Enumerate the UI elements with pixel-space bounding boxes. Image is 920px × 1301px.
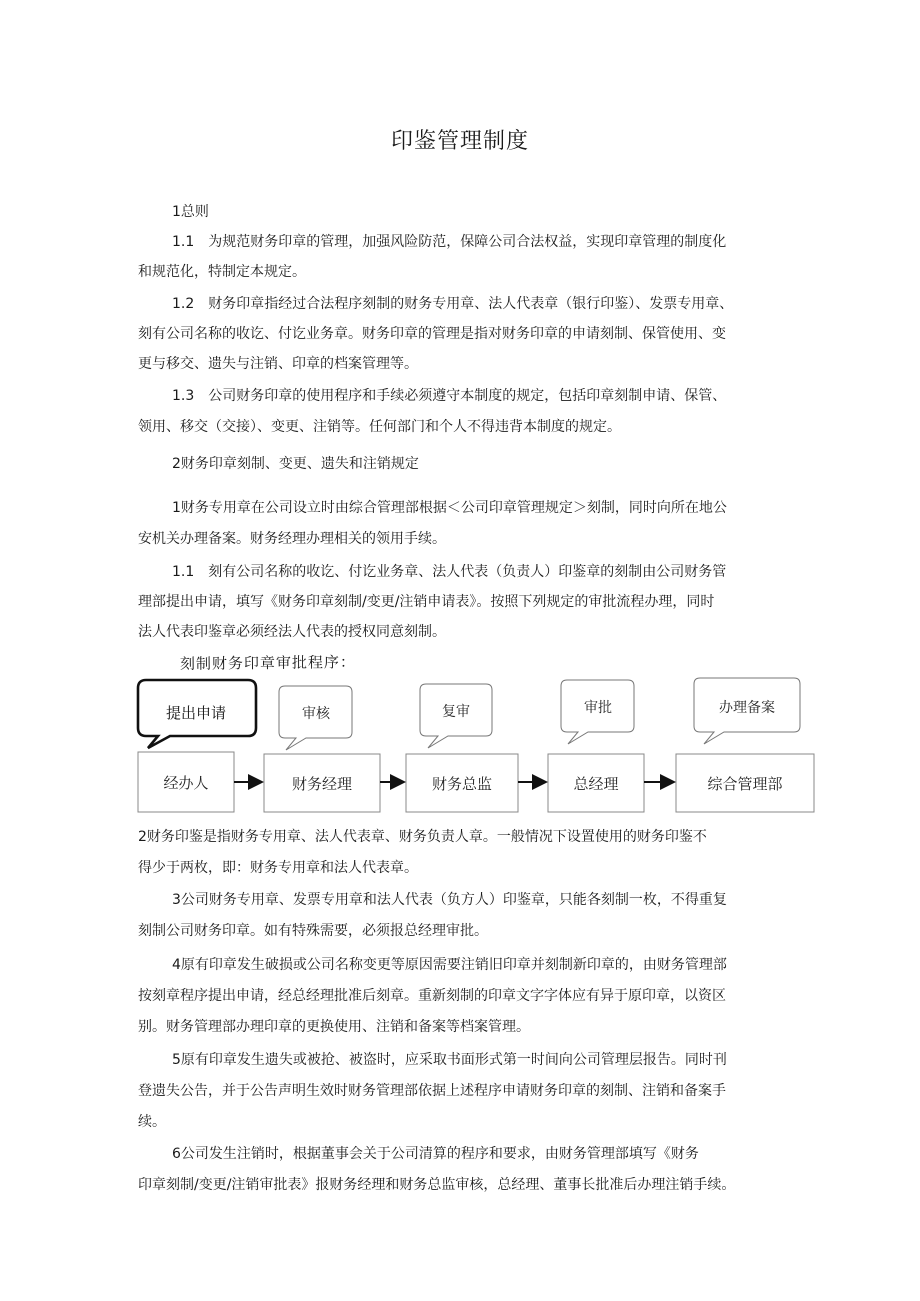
- clause-1-1-line-1: 1.1 为规范财务印章的管理，加强风险防范，保障公司合法权益，实现印章管理的制度化: [172, 234, 727, 250]
- rule-1-line-2: 安机关办理备案。财务经理办理相关的领用手续。: [138, 531, 446, 547]
- rule-4-line-2: 按刻章程序提出申请，经总经理批准后刻章。重新刻制的印章文字字体应有异于原印章，以资区: [138, 988, 726, 1004]
- clause-1-2-line-3: 更与移交、遗失与注销、印章的档案管理等。: [138, 356, 418, 372]
- rule-5-line-3: 续。: [138, 1114, 166, 1130]
- flow-bubble-label: 复审: [442, 704, 470, 720]
- rule-4-line-3: 别。财务管理部办理印章的更换使用、注销和备案等档案管理。: [138, 1019, 530, 1035]
- flow-bubble-recheck: [420, 684, 492, 748]
- flow-box-finance-manager: [264, 754, 380, 812]
- flow-box-finance-director: [406, 754, 518, 812]
- rule-4-line-1: 4原有印章发生破损或公司名称变更等原因需要注销旧印章并刻制新印章的，由财务管理部: [172, 957, 727, 973]
- rule-1-1-line-1: 1.1 刻有公司名称的收讫、付讫业务章、法人代表（负责人）印鉴章的刻制由公司财务管: [172, 564, 727, 580]
- flow-bubble-label: 办理备案: [719, 700, 775, 716]
- section-heading-seal-rules: 2财务印章刻制、变更、遗失和注销规定: [172, 456, 419, 472]
- flow-box-label: 总经理: [573, 775, 619, 793]
- page-title: 印鉴管理制度: [390, 129, 529, 154]
- clause-1-1-line-2: 和规范化，特制定本规定。: [138, 264, 306, 280]
- flow-bubble-label: 审批: [584, 700, 612, 716]
- flow-title: 刻制财务印章审批程序：: [179, 653, 357, 673]
- section-heading-general: 1总则: [172, 204, 209, 220]
- flow-box-handler: [138, 752, 234, 812]
- clause-1-3-line-2: 领用、移交（交接）、变更、注销等。任何部门和个人不得违背本制度的规定。: [138, 419, 621, 435]
- rule-3-line-1: 3公司财务专用章、发票专用章和法人代表（负方人）印鉴章，只能各刻制一枚，不得重复: [172, 892, 727, 908]
- flow-box-label: 经办人: [163, 774, 209, 792]
- rule-3-line-2: 刻制公司财务印章。如有特殊需要，必须报总经理审批。: [138, 923, 488, 939]
- flow-bubble-label: 提出申请: [165, 704, 227, 722]
- flow-box-label: 财务总监: [431, 775, 493, 793]
- rule-6-line-2: 印章刻制/变更/注销审批表》报财务经理和财务总监审核，总经理、董事长批准后办理注销手续。: [138, 1177, 736, 1193]
- rule-1-1-line-3: 法人代表印鉴章必须经法人代表的授权同意刻制。: [138, 624, 446, 640]
- flow-box-label: 综合管理部: [707, 775, 783, 793]
- flow-bubble-label: 审核: [302, 706, 330, 722]
- flow-bubble-review: [279, 686, 352, 750]
- rule-2-line-2: 得少于两枚，即：财务专用章和法人代表章。: [138, 860, 418, 876]
- approval-flow-diagram: [130, 672, 820, 820]
- flow-box-admin-dept: [676, 754, 814, 812]
- flow-bubble-approve: [561, 680, 634, 744]
- rule-6-line-1: 6公司发生注销时，根据董事会关于公司清算的程序和要求，由财务管理部填写《财务: [172, 1146, 699, 1162]
- rule-1-line-1: 1财务专用章在公司设立时由综合管理部根据＜公司印章管理规定＞刻制，同时向所在地公: [172, 500, 727, 516]
- rule-2-line-1: 2财务印鉴是指财务专用章、法人代表章、财务负责人章。一般情况下设置使用的财务印鉴不: [138, 829, 707, 845]
- flow-box-label: 财务经理: [291, 775, 353, 793]
- rule-5-line-1: 5原有印章发生遗失或被抢、被盗时，应采取书面形式第一时间向公司管理层报告。同时刊: [172, 1052, 727, 1068]
- flow-bubble-filing: [694, 678, 800, 744]
- clause-1-3-line-1: 1.3 公司财务印章的使用程序和手续必须遵守本制度的规定，包括印章刻制申请、保管、: [172, 388, 727, 404]
- rule-1-1-line-2: 理部提出申请，填写《财务印章刻制/变更/注销申请表》。按照下列规定的审批流程办理，同时: [138, 594, 715, 610]
- rule-5-line-2: 登遗失公告，并于公告声明生效时财务管理部依据上述程序申请财务印章的刻制、注销和备案手: [138, 1083, 726, 1099]
- clause-1-2-line-1: 1.2 财务印章指经过合法程序刻制的财务专用章、法人代表章（银行印鉴）、发票专用章、: [172, 296, 734, 312]
- flow-bubble-apply: [138, 680, 256, 748]
- clause-1-2-line-2: 刻有公司名称的收讫、付讫业务章。财务印章的管理是指对财务印章的申请刻制、保管使用、变: [138, 326, 726, 342]
- flow-box-general-manager: [548, 754, 644, 812]
